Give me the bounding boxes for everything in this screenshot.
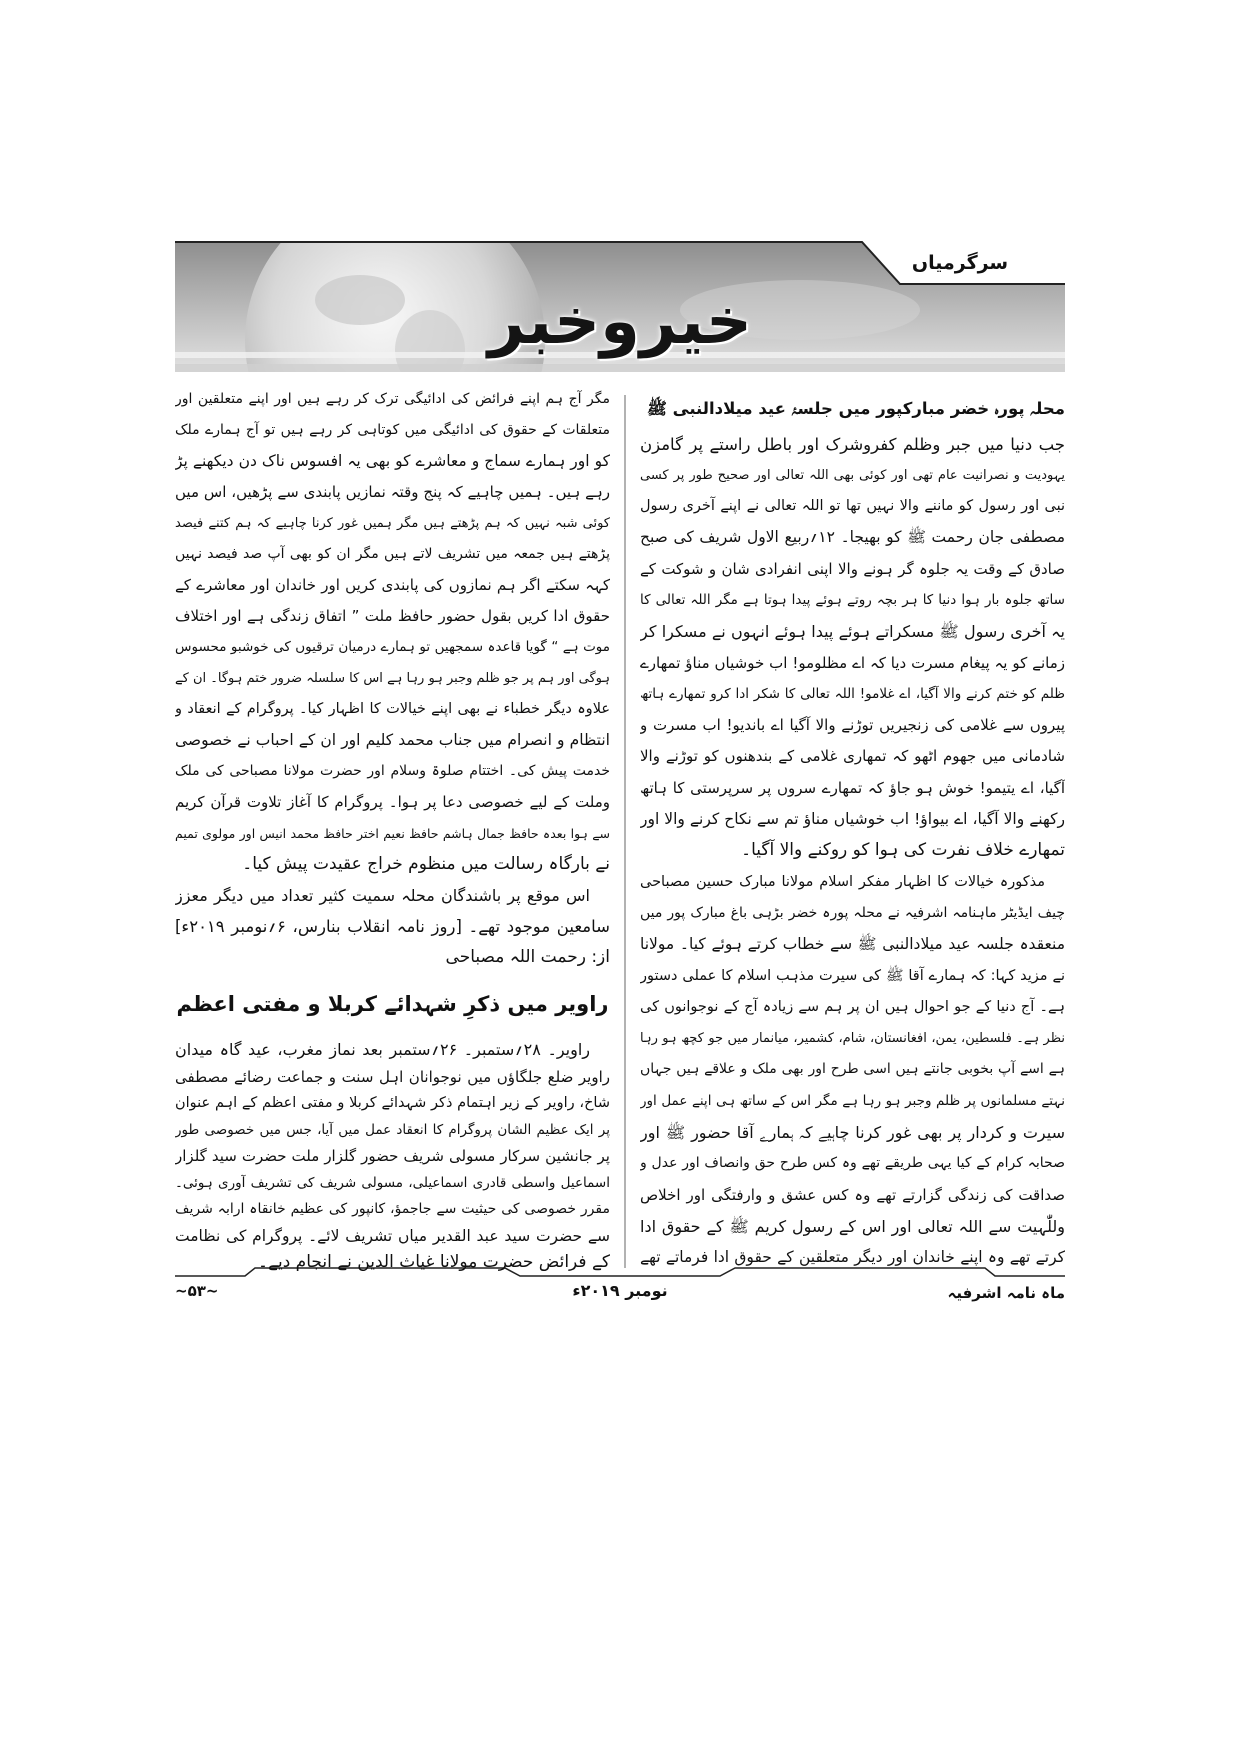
footer-page-number: ~۵۳~: [175, 1282, 219, 1300]
article-line: خدمت پیش کی۔ اختتام صلوۃ وسلام اور حضرت مولانا مصباحی کی ملک: [175, 763, 610, 779]
article-line: وملت کے لیے خصوصی دعا پر ہوا۔ پروگرام کا آغاز تلاوت قرآن کریم: [175, 793, 610, 811]
article-line: سامعین موجود تھے۔ [روز نامہ انقلاب بنارس، ۶؍نومبر ۲۰۱۹ء]: [175, 917, 610, 936]
section-tab-label: سرگرمیاں: [911, 252, 1009, 274]
article-line: جب دنیا میں جبر وظلم کفروشرک اور باطل راستے پر گامزن: [640, 434, 1065, 454]
article-line: رکھنے والا آگیا، اے بیواؤ! اب خوشیاں مناؤ تم سے نکاح کرنے والا اور: [640, 810, 1065, 829]
article-line: موت ہے “ گویا قاعدہ سمجھیں تو ہمارے درمیان ترقیوں کی خوشبو محسوس: [175, 639, 610, 655]
article-line: آگیا، اے یتیمو! خوش ہو جاؤ کہ تمھارے سروں پر سرپرستی کا ہاتھ: [640, 778, 1065, 797]
article-line: یہ آخری رسول ﷺ مسکراتے ہوئے پیدا ہوئے انہوں نے مسکرا کر: [640, 622, 1065, 642]
article-line: نہتے مسلمانوں پر ظلم وجبر ہو رہا ہے مگر اس کے ساتھ ہی اپنے عمل اور: [640, 1092, 1065, 1109]
article-line: نے بارگاہ رسالت میں منظوم خراج عقیدت پیش کیا۔: [242, 854, 610, 874]
article-line: مصطفی جان رحمت ﷺ کو بھیجا۔ ۱۲؍ربیع الاول شریف کی صبح: [640, 528, 1065, 547]
article-line: صادق کے وقت یہ جلوہ گر ہونے والا اپنی انفرادی شان و شوکت کے: [640, 559, 1065, 578]
article-line: منعقدہ جلسہ عید میلادالنبی ﷺ سے خطاب کرتے ہوئے کیا۔ مولانا: [640, 935, 1065, 954]
article-line: پر جانشین سرکار مسولی شریف حضور گلزار ملت حضرت سید گلزار: [175, 1147, 610, 1165]
article-line: پر ایک عظیم الشان پروگرام کا انعقاد عمل میں آیا، جس میں خصوصی طور: [175, 1121, 610, 1138]
article-line: ہے اسے آپ بخوبی جانتے ہیں اسی طرح اور بھی ملک و علاقے ہیں جہاں: [640, 1061, 1065, 1078]
article-line: صحابہ کرام کے کیا یہی طریقے تھے وہ کس طرح حق وانصاف اور عدل و: [640, 1155, 1065, 1172]
article-line: رہے ہیں۔ ہمیں چاہیے کہ پنج وقتہ نمازیں پابندی سے پڑھیں، اس میں: [175, 483, 610, 501]
article-line: اسماعیل واسطی قادری اسماعیلی، مسولی شریف کی تشریف آوری ہوئی۔: [175, 1174, 610, 1191]
article-line: پیروں سے غلامی کی زنجیریں توڑنے والا آگیا اے باندیو! اب مسرت و: [640, 716, 1065, 735]
article-line: پڑھتے ہیں جمعہ میں تشریف لاتے ہیں مگر ان کو بھی آپ صد فیصد نہیں: [175, 546, 610, 562]
article-line: اس موقع پر باشندگان محلہ سمیت کثیر تعداد میں دیگر معزز: [175, 886, 590, 905]
article-line: شادمانی میں جھوم اٹھو کہ تمھاری غلامی کے بندھنوں کو توڑنے والا: [640, 747, 1065, 766]
article-line: سے ہوا بعدہ حافظ جمال ہاشم حافظ نعیم اختر حافظ محمد انیس اور مولوی تمیم: [175, 826, 610, 841]
left-column-bottom: [175, 1037, 610, 1276]
article-line: سیرت و کردار پر بھی غور کرنا چاہیے کہ ہمارے آقا حضور ﷺ اور: [640, 1123, 1065, 1143]
article-line: کے فرائض حضرت مولانا غیاث الدین نے انجام دیے۔: [258, 1252, 610, 1272]
article-line: کرتے تھے وہ اپنے خاندان اور دیگر متعلقین کے حقوق ادا فرماتے تھے: [640, 1248, 1065, 1267]
footer-magazine-name: ماہ نامہ اشرفیہ: [947, 1284, 1065, 1302]
article-line: متعلقات کے حقوق کی ادائیگی میں کوتاہی کر رہے ہیں تو آج ہمارے ملک: [175, 422, 610, 438]
article-line: راویر ضلع جلگاؤں میں نوجوانان اہل سنت و جماعت رضائے مصطفی: [175, 1067, 610, 1086]
article-line: راویر۔ ۲۸؍ستمبر۔ ۲۶؍ستمبر بعد نماز مغرب، عید گاہ میدان: [175, 1040, 590, 1059]
article-line: انتظام و انصرام میں جناب محمد کلیم اور ان کے احباب نے خصوصی: [175, 731, 610, 749]
article-line: ساتھ جلوہ بار ہوا دنیا کا ہر بچہ روتے ہوئے پیدا ہوتا ہے مگر اللہ تعالی کا: [640, 591, 1065, 608]
article-line: مگر آج ہم اپنے فرائض کی ادائیگی ترک کر رہے ہیں اور اپنے متعلقین اور: [175, 391, 610, 407]
article-2-heading: راویر میں ذکرِ شہدائے کربلا و مفتی اعظم: [176, 992, 609, 1016]
article-1-heading: محلہ پورہ خضر مبارکپور میں جلسۂ عید میلادالنبی ﷺ: [646, 399, 1065, 418]
article-line: کہہ سکتے اگر ہم نمازوں کی پابندی کریں اور خاندان اور معاشرے کے: [175, 576, 610, 594]
article-line: چیف ایڈیٹر ماہنامہ اشرفیہ نے محلہ پورہ خضر بڑہی باغ مبارک پور میں: [640, 904, 1065, 921]
page-title: خیروخبر: [488, 285, 752, 359]
article-line: تمھارے خلاف نفرت کی ہوا کو روکنے والا آگیا۔: [741, 840, 1065, 861]
article-line: حقوق ادا کریں بقول حضور حافظ ملت ” اتفاق زندگی ہے اور اختلاف: [175, 607, 610, 625]
article-line: ظلم کو ختم کرنے والا آگیا، اے غلامو! اللہ تعالی کا شکر ادا کرو تمھارے ہاتھ: [640, 685, 1065, 702]
left-column-top: [175, 384, 610, 973]
article-line: ہے۔ آج دنیا کے جو احوال ہیں ان پر ہم سے زیادہ آج کے نوجوانوں کی: [640, 998, 1065, 1015]
article-line: یہودیت و نصرانیت عام تھی اور کوئی بھی اللہ تعالی اور صحیح طور پر کسی: [640, 467, 1065, 483]
article-line: نے مزید کہا: کہ ہمارے آقا ﷺ کی سیرت مذہب اسلام کا عملی دستور: [640, 967, 1065, 984]
article-line: ہوگی اور ہم پر جو ظلم وجبر ہو رہا ہے اس کا سلسلہ ضرور ختم ہوگا۔ ان کے: [175, 671, 610, 686]
article-line: کو اور ہمارے سماج و معاشرے کو بھی یہ افسوس ناک دن دیکھنے پڑ: [175, 452, 610, 470]
article-line: سے حضرت سید عبد القدیر میاں تشریف لائے۔ پروگرام کی نظامت: [175, 1226, 610, 1245]
article-line: کوئی شبہ نہیں کہ ہم پڑھتے ہیں مگر ہمیں غور کرنا چاہیے کہ ہم کتنے فیصد: [175, 516, 610, 531]
article-line: نبی اور رسول کو ماننے والا نہیں تھا تو اللہ تعالی نے اپنے آخری رسول: [640, 498, 1065, 515]
article-line: نظر ہے۔ فلسطین، یمن، افغانستان، شام، کشمیر، میانمار میں جو کچھ ہو رہا: [640, 1031, 1065, 1047]
article-line: مذکورہ خیالات کا اظہار مفکر اسلام مولانا مبارک حسین مصباحی: [640, 873, 1045, 890]
article-line: صداقت کی زندگی گزارتے تھے وہ کس عشق و وارفتگی اور اخلاص: [640, 1185, 1065, 1204]
article-line: شاخ، راویر کے زیر اہتمام ذکر شہدائے کربلا و مفتی اعظم کے اہم عنوان: [175, 1095, 610, 1111]
article-line: زمانے کو یہ پیغام مسرت دیا کہ اے مظلومو! اب خوشیاں مناؤ تمھارے: [640, 653, 1065, 672]
article-line: علاوہ دیگر خطباء نے بھی اپنے خیالات کا اظہار کیا۔ پروگرام کے انعقاد و: [175, 701, 610, 717]
footer-issue-date: نومبر ۲۰۱۹ء: [572, 1281, 668, 1300]
article-line: وللّٰہیت سے اللہ تعالی اور اس کے رسول کریم ﷺ کے حقوق ادا: [640, 1216, 1065, 1236]
article-byline: از: رحمت اللہ مصباحی: [445, 947, 610, 967]
article-line: مقرر خصوصی کی حیثیت سے جاجمؤ، کانپور کی عظیم خانقاہ ارابہ شریف: [175, 1201, 610, 1217]
right-column: [640, 390, 1065, 1274]
